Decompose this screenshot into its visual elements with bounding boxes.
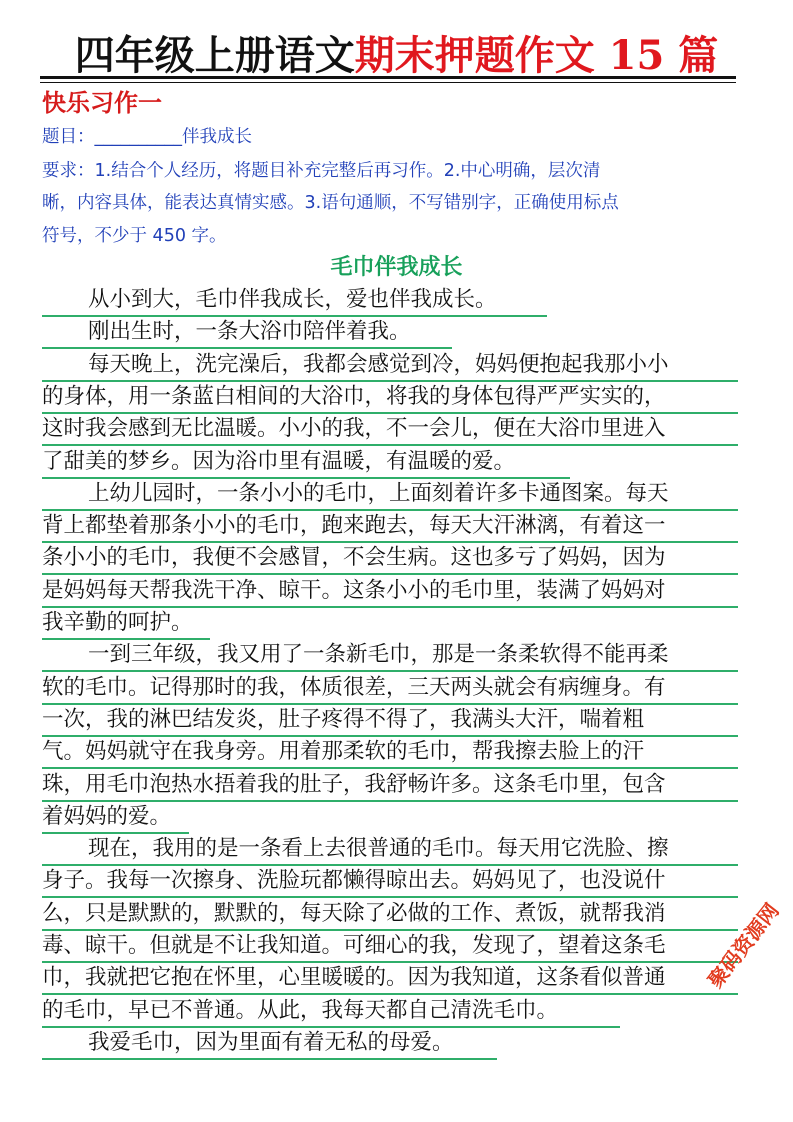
essay-line: 身子。我每一次擦身、洗脸玩都懒得晾出去。妈妈见了，也没说什 [42, 866, 738, 898]
essay-line: 的毛巾，早已不普通。从此，我每天都自己清洗毛巾。 [42, 996, 620, 1028]
essay-line: 我辛勤的呵护。 [42, 608, 210, 640]
page-title-red: 期末押题作文 15 篇 [354, 32, 719, 79]
essay-line: 上幼儿园时，一条小小的毛巾，上面刻着许多卡通图案。每天 [42, 479, 738, 511]
essay-line: 条小小的毛巾，我便不会感冒，不会生病。这也多亏了妈妈，因为 [42, 543, 738, 575]
essay-line: 么，只是默默的，默默的，每天除了必做的工作、煮饭，就帮我消 [42, 899, 738, 931]
title-rule-thin [40, 82, 736, 83]
essay-line: 是妈妈每天帮我洗干净、晾干。这条小小的毛巾里，装满了妈妈对 [42, 576, 738, 608]
essay-line: 背上都垫着那条小小的毛巾，跑来跑去，每天大汗淋漓，有着这一 [42, 511, 738, 543]
essay-line: 这时我会感到无比温暖。小小的我，不一会儿，便在大浴巾里进入 [42, 414, 738, 446]
requirement-line: 晰，内容具体，能表达真情实感。3.语句通顺，不写错别字，正确使用标点 [42, 193, 619, 213]
requirement-line: 要求：1.结合个人经历，将题目补充完整后再习作。2.中心明确，层次清 [42, 161, 601, 181]
essay-line: 了甜美的梦乡。因为浴巾里有温暖，有温暖的爱。 [42, 447, 570, 479]
essay-line: 我爱毛巾，因为里面有着无私的母爱。 [42, 1028, 497, 1060]
section-title: 快乐习作一 [42, 88, 162, 117]
essay-line: 从小到大，毛巾伴我成长，爱也伴我成长。 [42, 285, 547, 317]
essay-line: 现在，我用的是一条看上去很普通的毛巾。每天用它洗脸、擦 [42, 834, 738, 866]
watermark-stamp: 聚码资源网 [703, 898, 784, 993]
essay-title: 毛巾伴我成长 [330, 254, 463, 280]
essay-line: 软的毛巾。记得那时的我，体质很差，三天两头就会有病缠身。有 [42, 673, 738, 705]
essay-line: 巾，我就把它抱在怀里，心里暖暖的。因为我知道，这条看似普通 [42, 963, 738, 995]
essay-line: 珠，用毛巾泡热水捂着我的肚子，我舒畅许多。这条毛巾里，包含 [42, 770, 738, 802]
essay-line: 毒、晾干。但就是不让我知道。可细心的我，发现了，望着这条毛 [42, 931, 738, 963]
essay-line: 刚出生时，一条大浴巾陪伴着我。 [42, 317, 452, 349]
essay-line: 一到三年级，我又用了一条新毛巾，那是一条柔软得不能再柔 [42, 640, 738, 672]
essay-line: 着妈妈的爱。 [42, 802, 189, 834]
essay-line: 气。妈妈就守在我身旁。用着那柔软的毛巾，帮我擦去脸上的汗 [42, 737, 738, 769]
title-rule-thick [40, 76, 736, 79]
requirement-line: 符号，不少于 450 字。 [42, 226, 227, 246]
page-title-black: 四年级上册语文 [74, 32, 355, 79]
essay-line: 一次，我的淋巴结发炎，肚子疼得不得了，我满头大汗，喘着粗 [42, 705, 738, 737]
prompt-topic: 题目：__________伴我成长 [42, 127, 252, 147]
essay-line: 的身体，用一条蓝白相间的大浴巾，将我的身体包得严严实实的， [42, 382, 738, 414]
essay-line: 每天晚上，洗完澡后，我都会感觉到冷，妈妈便抱起我那小小 [42, 350, 738, 382]
